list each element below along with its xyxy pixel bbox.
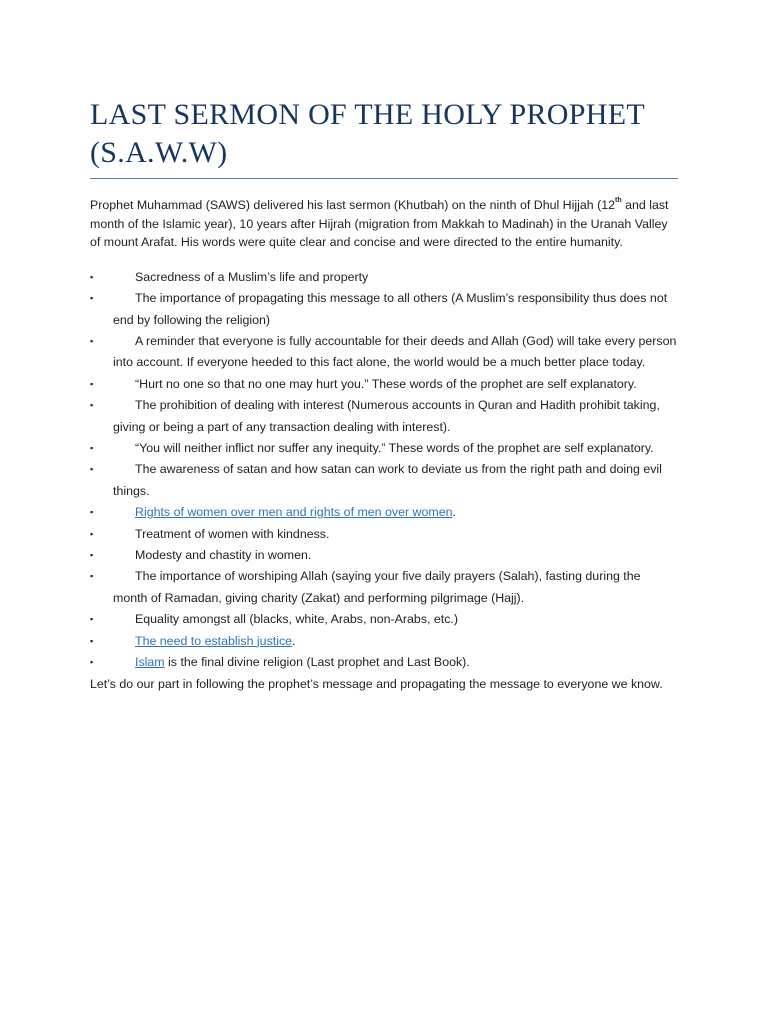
- list-item: [90, 288, 678, 331]
- closing-paragraph: Let’s do our part in following the prophet’s message and propagating the message to everyone we know.: [90, 676, 663, 691]
- bullet-icon: ▪: [90, 443, 94, 454]
- list-item-text: “Hurt no one so that no one may hurt you.” These words of the prophet are self explanatory.: [135, 376, 637, 391]
- bullet-icon: ▪: [90, 614, 94, 625]
- title-divider: [90, 178, 678, 179]
- document-page: [90, 96, 678, 695]
- sermon-points-list: [90, 267, 678, 674]
- list-item-text: Sacredness of a Muslim’s life and property: [135, 269, 369, 284]
- list-item-text: The awareness of satan and how satan can work to deviate us from the right path and doing evil things.: [113, 462, 662, 498]
- list-item-link[interactable]: Rights of women over men and rights of men over women: [135, 505, 453, 520]
- list-item: [90, 267, 678, 288]
- list-item-text: The prohibition of dealing with interest (Numerous accounts in Quran and Hadith prohibit taking, giving or being a part of any transaction dealing with interest).: [113, 398, 660, 434]
- bullet-icon: ▪: [90, 336, 94, 346]
- list-item-text: A reminder that everyone is fully accountable for their deeds and Allah (God) will take every person into account. If everyone heeded to this fact alone, the world would be a much better place today.: [113, 334, 677, 370]
- list-item: [90, 631, 678, 652]
- bullet-icon: ▪: [90, 528, 94, 539]
- list-item-text: .: [452, 505, 456, 520]
- list-item-link[interactable]: The need to establish justice: [135, 633, 293, 648]
- list-item: [90, 566, 678, 609]
- intro-text-2: and last month of the Islamic year), 10 years after Hijrah (migration from Makkah to Madinah) in the Uranah Valley of mount Arafat. His words were quite clear and concise and were directed to the entire humanity.: [90, 198, 669, 250]
- bullet-icon: ▪: [90, 293, 94, 304]
- list-item: [90, 502, 678, 523]
- list-item: [90, 545, 678, 566]
- title-line-1: LAST SERMON OF THE HOLY PROPHET: [90, 98, 645, 131]
- list-item: [90, 374, 678, 395]
- bullet-icon: ▪: [90, 507, 94, 518]
- list-item-link[interactable]: Islam: [135, 655, 165, 670]
- bullet-icon: ▪: [90, 378, 94, 389]
- list-item-text: Treatment of women with kindness.: [135, 526, 330, 541]
- list-item: [90, 524, 678, 545]
- list-item-text: The importance of propagating this message to all others (A Muslim’s responsibility thus does not end by following the religion): [113, 291, 668, 327]
- list-item-text: .: [292, 633, 296, 648]
- bullet-icon: ▪: [90, 400, 94, 411]
- title-line-2: (S.A.W.W): [90, 136, 228, 169]
- bullet-icon: ▪: [90, 657, 94, 668]
- list-item: [90, 609, 678, 630]
- list-item: [90, 438, 678, 459]
- bullet-icon: ▪: [90, 550, 94, 561]
- list-item-text: Modesty and chastity in women.: [135, 548, 312, 563]
- list-item: [90, 331, 678, 374]
- list-item: [90, 395, 678, 438]
- list-item-text: Equality amongst all (blacks, white, Arabs, non-Arabs, etc.): [135, 612, 458, 627]
- list-item-text: The importance of worshiping Allah (saying your five daily prayers (Salah), fasting during the month of Ramadan, giving charity (Zakat) and performing pilgrimage (Hajj).: [113, 569, 641, 605]
- list-item: [90, 459, 678, 502]
- page-title: [90, 96, 678, 172]
- bullet-icon: ▪: [90, 571, 94, 582]
- list-item-text: “You will neither inflict nor suffer any inequity.” These words of the prophet are self explanatory.: [135, 441, 654, 456]
- intro-superscript: th: [615, 197, 622, 204]
- list-item-text: is the final divine religion (Last prophet and Last Book).: [164, 655, 470, 670]
- list-item: [90, 652, 678, 673]
- bullet-icon: ▪: [90, 271, 94, 282]
- intro-text-1: Prophet Muhammad (SAWS) delivered his last sermon (Khutbah) on the ninth of Dhul Hijjah (12: [90, 198, 616, 212]
- bullet-icon: ▪: [90, 464, 94, 475]
- intro-paragraph: [90, 196, 678, 252]
- bullet-icon: ▪: [90, 635, 94, 646]
